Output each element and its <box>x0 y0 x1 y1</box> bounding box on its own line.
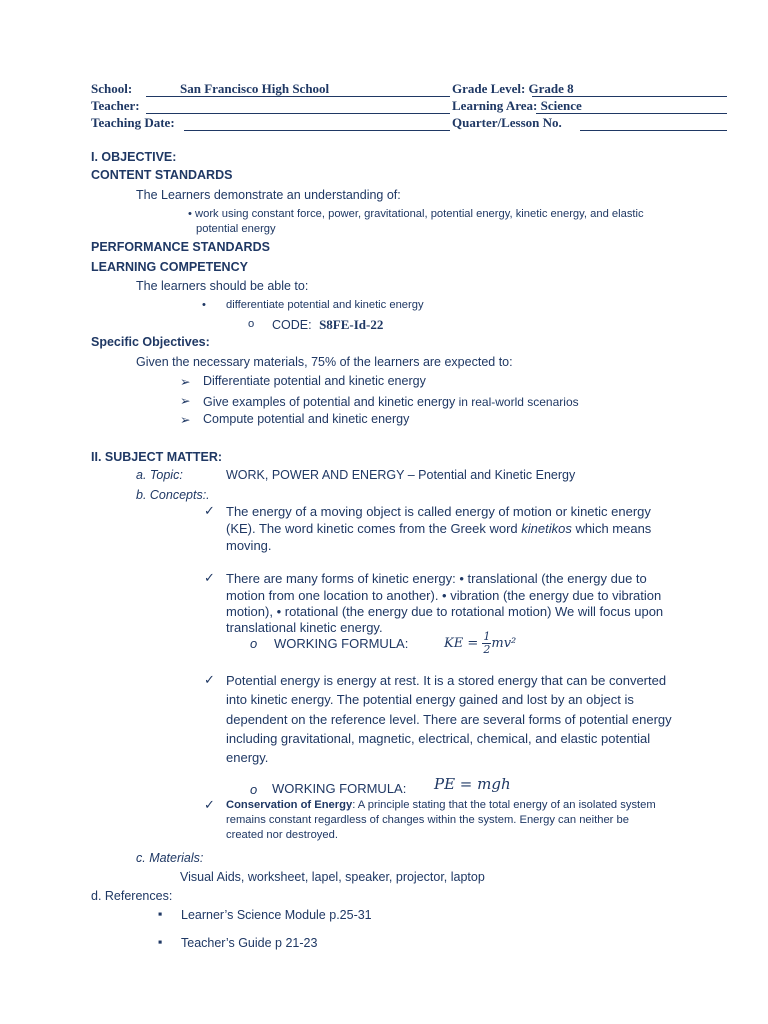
learning-competency-heading: LEARNING COMPETENCY <box>91 260 248 274</box>
hollow-bullet-icon: o <box>248 318 255 330</box>
concepts-label: b. Concepts:. <box>136 488 210 502</box>
arrow-icon: ➢ <box>180 375 191 389</box>
check-icon: ✓ <box>204 570 215 585</box>
concept-2-line-2: motion from one location to another). • vibration (the energy due to vibration <box>226 588 662 603</box>
specific-objective-3: Compute potential and kinetic energy <box>203 412 410 426</box>
square-bullet-icon: ▪ <box>158 935 163 949</box>
materials-label: c. Materials: <box>136 851 204 865</box>
check-icon: ✓ <box>204 503 215 518</box>
specific-intro: Given the necessary materials, 75% of the learners are expected to: <box>136 355 513 369</box>
school-underline <box>146 96 450 97</box>
code-line <box>272 317 383 333</box>
content-bullet-text: work using constant force, power, gravitational, potential energy, kinetic energy, and elastic <box>195 208 644 220</box>
content-intro: The Learners demonstrate an understanding of: <box>136 188 401 202</box>
concept-4-line-1-rest: : A principle stating that the total energy of an isolated system <box>352 799 656 811</box>
concept-1-line-1: The energy of a moving object is called energy of motion or kinetic energy <box>226 504 651 519</box>
concept-1-line-3: moving. <box>226 538 272 553</box>
grade-underline <box>532 96 727 97</box>
subject-matter-heading: II. SUBJECT MATTER: <box>91 450 223 464</box>
bullet-icon: • <box>202 299 206 311</box>
specific-objectives-heading: Specific Objectives: <box>91 335 210 349</box>
concept-1-line-2 <box>226 521 651 536</box>
performance-standards-heading: PERFORMANCE STANDARDS <box>91 240 270 254</box>
concept-1-line-2-post: which means <box>571 521 652 536</box>
concept-3-line-1: Potential energy is energy at rest. It is a stored energy that can be converted <box>226 673 667 688</box>
arrow-icon: ➢ <box>180 394 191 408</box>
competency-intro: The learners should be able to: <box>136 279 309 293</box>
bullet-icon: • <box>188 208 192 220</box>
concept-2-line-1: There are many forms of kinetic energy: • translational (the energy due to <box>226 571 647 586</box>
concept-1-line-2-pre: (KE). The word kinetic comes from the Greek word <box>226 521 522 536</box>
date-underline <box>184 130 450 131</box>
concept-3-line-5: energy. <box>226 750 269 765</box>
concept-3-line-3: dependent on the reference level. There are several forms of potential energy <box>226 712 672 727</box>
concept-3-line-2: into kinetic energy. The potential energy gained and lost by an object is <box>226 692 634 707</box>
content-bullet-cont: potential energy <box>196 223 276 235</box>
teacher-label: Teacher: <box>91 98 140 113</box>
topic-label: a. Topic: <box>136 468 183 482</box>
concept-2-line-4: translational kinetic energy. <box>226 620 383 635</box>
specific-objective-2 <box>203 393 579 411</box>
fraction-numerator: 1 <box>483 630 491 643</box>
objective-heading: I. OBJECTIVE: <box>91 150 177 164</box>
working-formula-label: WORKING FORMULA: <box>274 636 409 651</box>
content-bullet-line <box>188 208 644 220</box>
concept-2-line-3: motion), • rotational (the energy due to rotational motion) We will focus upon <box>226 604 664 619</box>
quarter-underline <box>580 130 727 131</box>
working-formula-label-2: WORKING FORMULA: <box>272 781 407 796</box>
specific-objective-2-main: Give examples of potential and kinetic energy <box>203 395 456 409</box>
conservation-of-energy-term: Conservation of Energy <box>226 799 353 811</box>
concept-4-line-3: created nor destroyed. <box>226 829 338 841</box>
code-value: S8FE-Id-22 <box>319 317 384 332</box>
potential-energy-formula: PE = mgh <box>434 775 511 793</box>
kinetic-energy-formula: KE = $\frac{1}{2}$ mv² <box>444 630 517 656</box>
ke-lhs: KE <box>444 636 464 651</box>
reference-1: Learner’s Science Module p.25-31 <box>181 908 372 922</box>
concept-4-line-1 <box>226 799 656 811</box>
check-icon: ✓ <box>204 672 215 687</box>
hollow-bullet-icon: o <box>250 782 258 797</box>
concept-4-line-2: remains constant regardless of changes within the system. Energy can neither be <box>226 814 629 826</box>
grade-level-label: Grade Level: Grade 8 <box>452 81 574 96</box>
teaching-date-label: Teaching Date: <box>91 115 175 130</box>
learning-area-label: Learning Area: Science <box>452 98 582 113</box>
competency-bullet: differentiate potential and kinetic energy <box>226 299 424 311</box>
school-value: San Francisco High School <box>180 81 330 96</box>
square-bullet-icon: ▪ <box>158 907 163 921</box>
content-standards-heading: CONTENT STANDARDS <box>91 168 233 182</box>
quarter-lesson-label: Quarter/Lesson No. <box>452 115 562 130</box>
code-label: CODE: <box>272 318 312 332</box>
specific-objective-2-rest: in real-world scenarios <box>455 395 579 409</box>
arrow-icon: ➢ <box>180 413 191 427</box>
area-underline <box>536 113 727 114</box>
school-label: School: <box>91 81 133 96</box>
materials-value: Visual Aids, worksheet, lapel, speaker, projector, laptop <box>180 870 485 884</box>
fraction-denominator: 2 <box>483 643 491 656</box>
concept-1-greek-word: kinetikos <box>521 521 572 536</box>
topic-value: WORK, POWER AND ENERGY – Potential and Kinetic Energy <box>226 468 576 482</box>
ke-rhs: mv² <box>491 636 517 651</box>
teacher-underline <box>146 113 450 114</box>
specific-objective-1: Differentiate potential and kinetic energy <box>203 374 426 388</box>
reference-2: Teacher’s Guide p 21-23 <box>181 936 318 950</box>
hollow-bullet-icon: o <box>250 636 258 651</box>
check-icon: ✓ <box>204 797 215 812</box>
references-label: d. References: <box>91 889 173 903</box>
concept-3-line-4: including gravitational, magnetic, electrical, chemical, and elastic potential <box>226 731 651 746</box>
